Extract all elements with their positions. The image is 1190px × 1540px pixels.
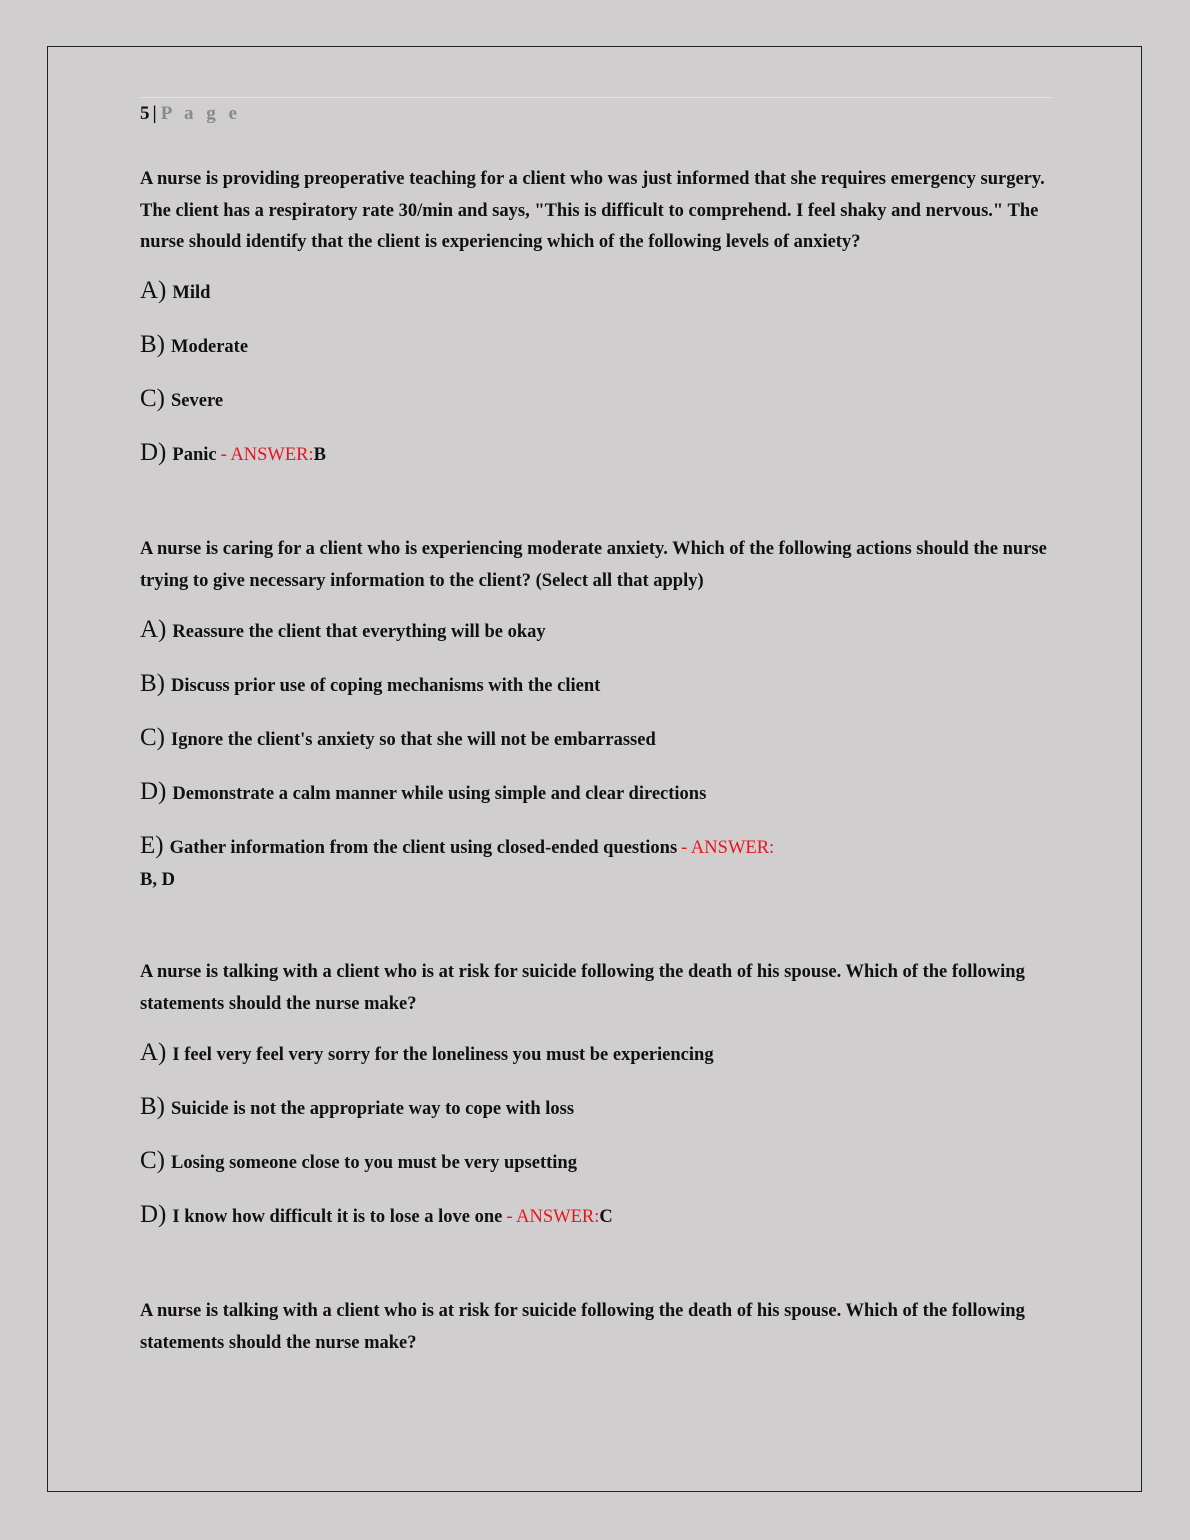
- option-text: Ignore the client's anxiety so that she will not be embarrassed: [171, 730, 656, 750]
- option-letter: A): [140, 277, 167, 304]
- answer-label: - ANSWER:: [220, 445, 314, 465]
- question-text: A nurse is caring for a client who is experiencing moderate anxiety. Which of the following actions should the nurse trying to give necessary information to the client? (Select all that apply): [140, 539, 1047, 591]
- option-text: Severe: [171, 391, 224, 411]
- question-text: A nurse is providing preoperative teaching for a client who was just informed that she requires emergency surgery. The client has a respiratory rate 30/min and says, "This is difficult to comprehend. I feel shaky and nervous." The nurse should identify that the client is experiencing which of the following levels of anxiety?: [140, 169, 1045, 252]
- answer-value: B, D: [140, 870, 175, 890]
- option-letter: B): [140, 670, 165, 697]
- question-4: [140, 1296, 1052, 1359]
- option-text: Panic: [172, 445, 217, 465]
- option-text: Losing someone close to you must be very upsetting: [171, 1153, 577, 1173]
- page-word: P a g e: [160, 103, 241, 124]
- page-header: [140, 103, 241, 125]
- option-c: [140, 724, 656, 752]
- option-letter: C): [140, 1147, 165, 1174]
- option-text: I know how difficult it is to lose a love one: [172, 1207, 503, 1227]
- option-letter: D): [140, 1201, 167, 1228]
- option-letter: B): [140, 1093, 165, 1120]
- option-b: [140, 331, 248, 359]
- question-text: A nurse is talking with a client who is at risk for suicide following the death of his spouse. Which of the following statements should the nurse make?: [140, 1301, 1025, 1353]
- page-border: [47, 46, 1142, 1492]
- option-text: Gather information from the client using closed-ended questions: [169, 838, 678, 858]
- option-c: [140, 1147, 577, 1175]
- page-number: 5: [140, 103, 150, 124]
- option-a: [140, 616, 546, 644]
- answer-value: C: [599, 1207, 613, 1227]
- option-b: [140, 1093, 574, 1121]
- option-d: [140, 1201, 613, 1229]
- answer-label: - ANSWER:: [506, 1207, 600, 1227]
- option-text: Mild: [172, 283, 211, 303]
- option-letter: D): [140, 778, 167, 805]
- option-d: [140, 439, 326, 467]
- option-letter: C): [140, 724, 165, 751]
- page-separator: |: [152, 103, 157, 124]
- option-letter: A): [140, 616, 167, 643]
- option-letter: B): [140, 331, 165, 358]
- option-letter: A): [140, 1039, 167, 1066]
- option-b: [140, 670, 600, 698]
- option-text: Moderate: [171, 337, 249, 357]
- option-letter: E): [140, 832, 164, 859]
- answer-label: - ANSWER:: [681, 838, 775, 858]
- option-text: Suicide is not the appropriate way to cope with loss: [171, 1099, 575, 1119]
- option-a: [140, 1039, 714, 1067]
- option-text: Demonstrate a calm manner while using simple and clear directions: [172, 784, 707, 804]
- option-c: [140, 385, 223, 413]
- option-text: Discuss prior use of coping mechanisms with the client: [171, 676, 601, 696]
- question-3: [140, 957, 1052, 1228]
- answer-value: B: [313, 445, 326, 465]
- option-text: Reassure the client that everything will be okay: [172, 622, 546, 642]
- question-text: A nurse is talking with a client who is at risk for suicide following the death of his spouse. Which of the following statements should the nurse make?: [140, 962, 1025, 1014]
- option-text: I feel very feel very sorry for the loneliness you must be experiencing: [172, 1045, 714, 1065]
- option-d: [140, 778, 706, 806]
- option-a: [140, 277, 210, 305]
- option-letter: C): [140, 385, 165, 412]
- header-rule: [140, 97, 1052, 98]
- question-1: [140, 164, 1052, 466]
- option-letter: D): [140, 439, 167, 466]
- option-e: [140, 832, 774, 860]
- question-2: [140, 534, 1052, 890]
